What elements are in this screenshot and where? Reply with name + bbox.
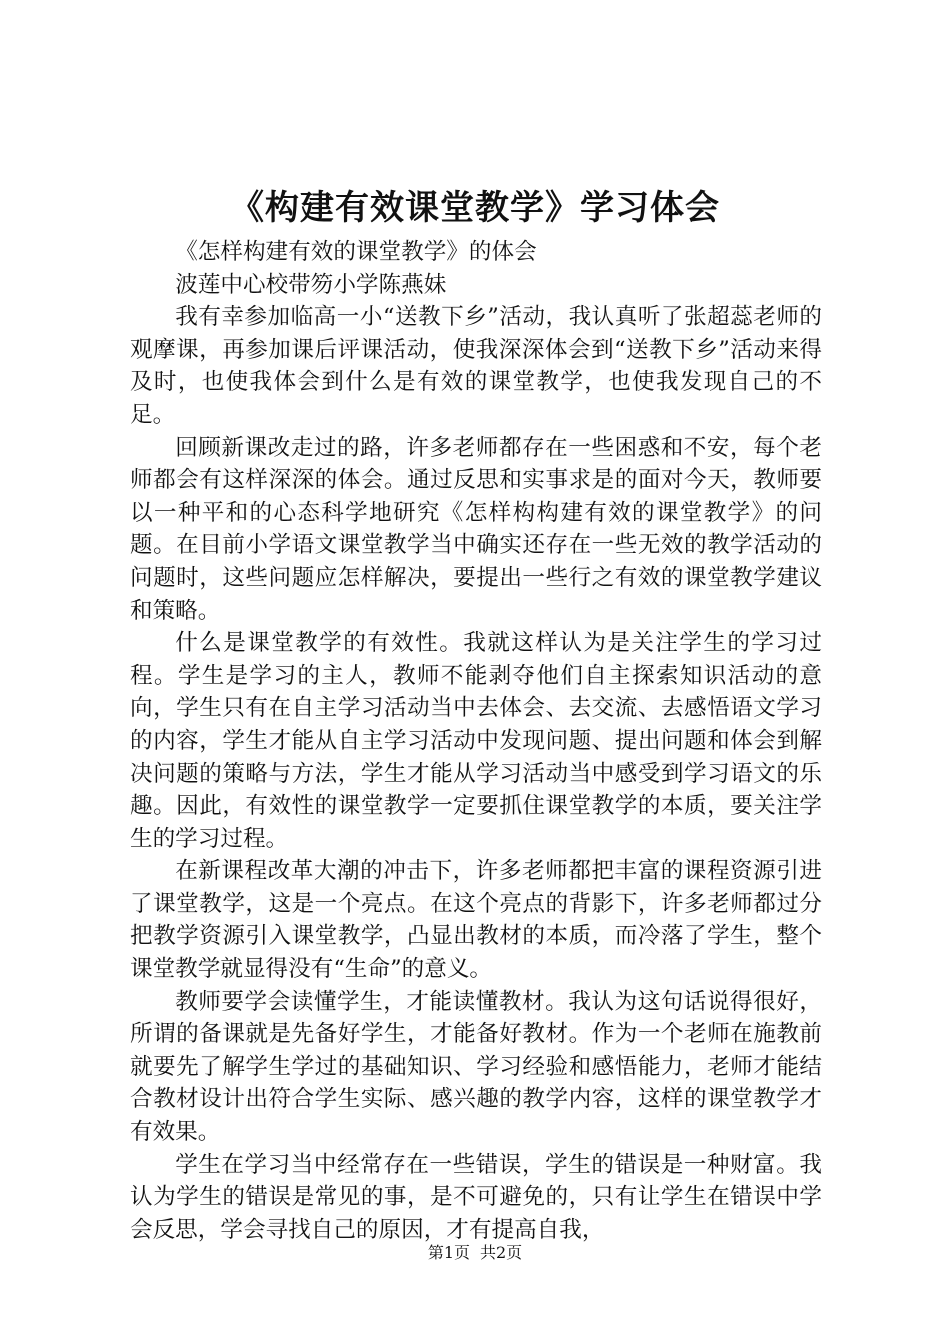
- page-number: 第1页: [427, 1243, 470, 1262]
- paragraph: 教师要学会读懂学生，才能读懂教材。我认为这句话说得很好，所谓的备课就是先备好学生，才能备好教材。作为一个老师在施教前就要先了解学生学过的基础知识、学习经验和感悟能力，老师才能结合教材设计出符合学生实际、感兴趣的教学内容，这样的课堂教学才有效果。: [130, 988, 822, 1146]
- paragraph: 学生在学习当中经常存在一些错误，学生的错误是一种财富。我认为学生的错误是常见的事，是不可避免的，只有让学生在错误中学会反思，学会寻找自己的原因，才有提高自我，: [130, 1151, 822, 1243]
- document-title: 《构建有效课堂教学》学习体会: [230, 188, 720, 228]
- document-subtitle: 《怎样构建有效的课堂教学》的体会: [175, 239, 537, 265]
- paragraph: 回顾新课改走过的路，许多老师都存在一些困惑和不安，每个老师都会有这样深深的体会。通过反思和实事求是的面对今天，教师要以一种平和的心态科学地研究《怎样构构建有效的课堂教学》的问题。在目前小学语文课堂教学当中确实还存在一些无效的教学活动的问题时，这些问题应怎样解决，要提出一些行之有效的课堂教学建议和策略。: [130, 434, 822, 624]
- paragraph: 什么是课堂教学的有效性。我就这样认为是关注学生的学习过程。学生是学习的主人，教师不能剥夺他们自主探索知识活动的意向，学生只有在自主学习活动当中去体会、去交流、去感悟语文学习的内容，学生才能从自主学习活动中发现问题、提出问题和体会到解决问题的策略与方法，学生才能从学习活动当中感受到学习语文的乐趣。因此，有效性的课堂教学一定要抓住课堂教学的本质，要关注学生的学习过程。: [130, 630, 822, 852]
- paragraph: 我有幸参加临高一小“送教下乡”活动，我认真听了张超蕊老师的观摩课，再参加课后评课活动，使我深深体会到“送教下乡”活动来得及时，也使我体会到什么是有效的课堂教学，也使我发现自己的不足。: [130, 304, 822, 428]
- page-total: 共2页: [480, 1243, 523, 1262]
- author-line: 波莲中心校带笏小学陈燕妹: [175, 271, 447, 298]
- paragraph: 在新课程改革大潮的冲击下，许多老师都把丰富的课程资源引进了课堂教学，这是一个亮点。在这个亮点的背影下，许多老师都过分把教学资源引入课堂教学，凸显出教材的本质，而冷落了学生，整个课堂教学就显得没有“生命”的意义。: [130, 858, 822, 983]
- page-footer: [0, 1241, 950, 1265]
- document-body: [130, 236, 822, 1246]
